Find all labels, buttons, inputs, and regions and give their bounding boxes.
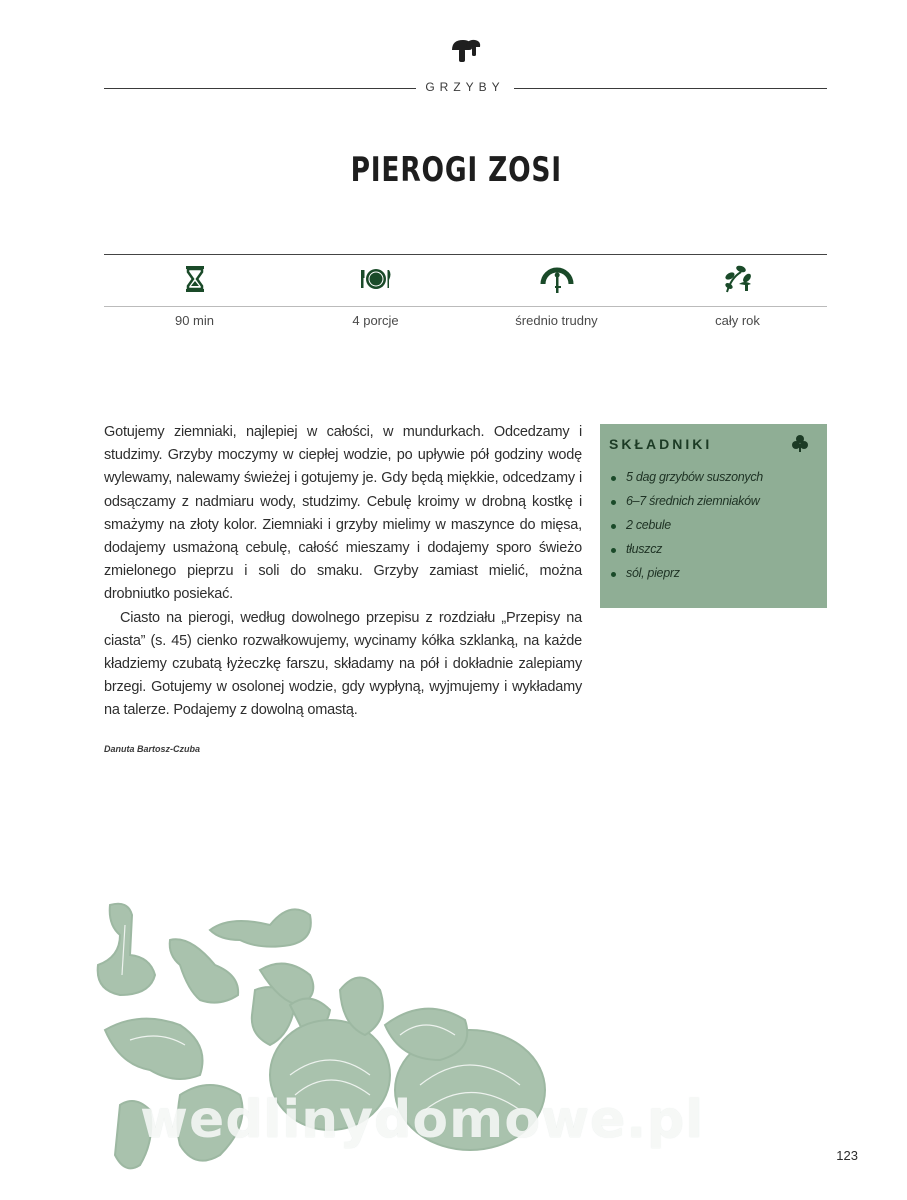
info-time-label: 90 min xyxy=(174,313,215,328)
ingredients-list xyxy=(609,470,763,590)
list-item: tłuszcz xyxy=(609,542,763,566)
body-paragraph: Ciasto na pierogi, według dowolnego przepisu z rozdziału „Przepisy na ciasta” (s. 45) cienko rozwałkowujemy, wycinamy kółka szklanką, na każde kładziemy czubatą łyżeczkę farszu, składamy na pół i dokładnie zalepiamy brzegi. Gotujemy w osolonej wodzie, gdy wypłyną, wyjmujemy i wykładamy na talerze. Podajemy z dowolną omastą. xyxy=(104,609,582,719)
info-season xyxy=(647,262,828,296)
info-difficulty-label: średnio trudny xyxy=(515,313,598,328)
difficulty-gauge-icon xyxy=(540,262,574,296)
mushrooms-onions-illustration xyxy=(80,895,560,1195)
info-season-label: cały rok xyxy=(715,313,760,328)
mushroom-icon xyxy=(446,36,482,66)
list-item: 5 dag grzybów suszonych xyxy=(609,470,763,494)
info-rule-top xyxy=(104,254,827,255)
seasonal-plant-icon xyxy=(721,262,755,296)
info-rule-bottom xyxy=(104,306,827,307)
info-portions-label: 4 porcje xyxy=(352,313,399,328)
page-number: 123 xyxy=(836,1148,858,1163)
ingredients-box xyxy=(600,424,827,608)
recipe-title: PIEROGI ZOSI xyxy=(350,150,562,190)
header-rule-left xyxy=(104,88,416,89)
section-label: GRZYBY xyxy=(425,80,505,94)
clover-icon xyxy=(791,434,809,452)
hourglass-icon xyxy=(178,262,212,296)
recipe-body xyxy=(104,421,582,723)
list-item: 6–7 średnich ziemniaków xyxy=(609,494,763,518)
info-difficulty xyxy=(466,262,647,296)
body-paragraph: Gotujemy ziemniaki, najlepiej w całości, w mundurkach. Odcedzamy i studzimy. Grzyby moczymy w ciepłej wodzie, po upływie pół godziny wodę wylewamy, nalewamy świeżej i gotujemy je. Gdy będą miękkie, odcedzamy i odsączamy z nadmiaru wody, studzimy. Cebulę kroimy w drobną kostkę i smażymy na złoty kolor. Ziemniaki i grzyby mielimy w maszynce do mięsa, dodajemy usmażoną cebulę, całość mieszamy i dodajemy sporo świeżo zmielonego pieprzu i soli do smaku. Grzyby zamiast mielić, można drobniutko posiekać. xyxy=(104,424,582,603)
list-item: sól, pieprz xyxy=(609,566,763,590)
info-portions xyxy=(285,262,466,296)
info-time xyxy=(104,262,285,296)
header-rule-right xyxy=(514,88,827,89)
watermark: wedlinydomowe.pl xyxy=(140,1090,705,1150)
plate-cutlery-icon xyxy=(359,262,393,296)
author: Danuta Bartosz-Czuba xyxy=(104,744,201,754)
ingredients-title: SKŁADNIKI xyxy=(609,436,713,452)
list-item: 2 cebule xyxy=(609,518,763,542)
